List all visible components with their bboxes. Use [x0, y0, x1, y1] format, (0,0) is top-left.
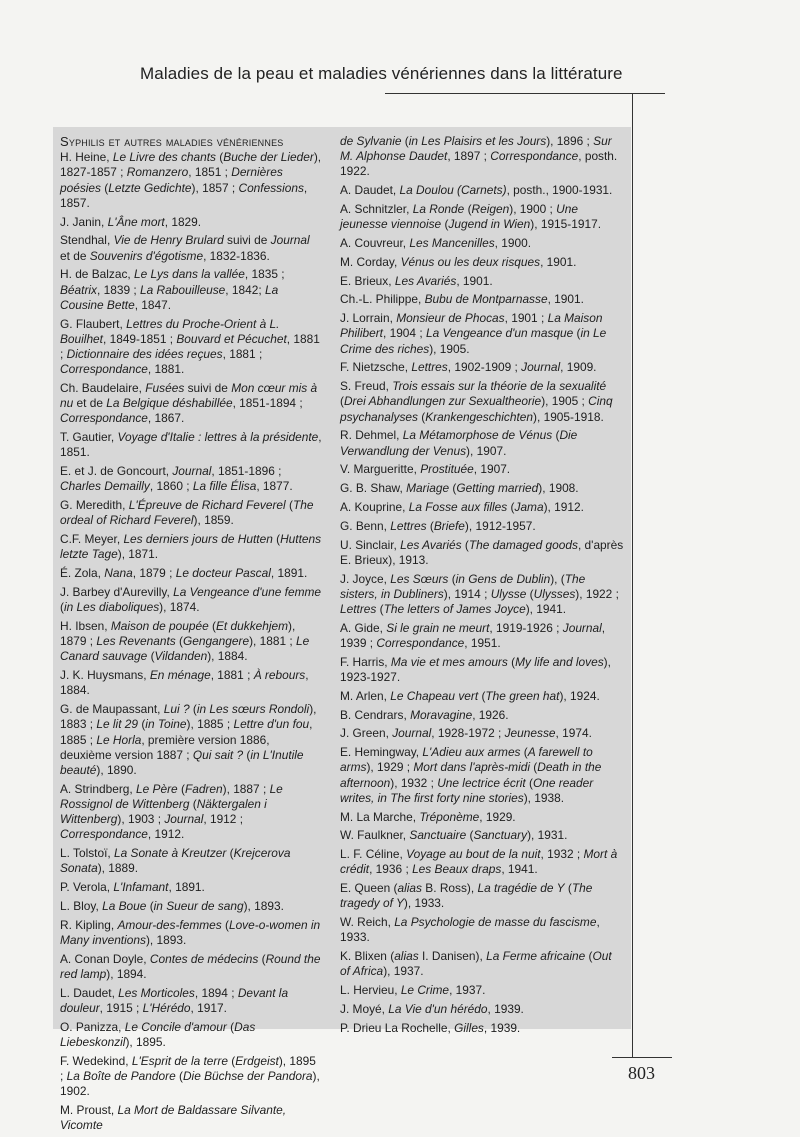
- bibliography-entry: L. Tolstoï, La Sonate à Kreutzer (Krejcerova Sonata), 1889.: [60, 846, 291, 876]
- bibliography-column-left: [60, 134, 322, 1137]
- bibliography-entry: U. Sinclair, Les Avariés (The damaged goods, d'après E. Brieux), 1913.: [340, 537, 624, 567]
- bibliography-entry: C.F. Meyer, Les derniers jours de Hutten (Huttens letzte Tage), 1871.: [60, 532, 322, 562]
- bibliography-entry: A. Conan Doyle, Contes de médecins (Round the red lamp), 1894.: [60, 951, 321, 982]
- bibliography-entry: T. Gautier, Voyage d'Italie : lettres à la présidente, 1851.: [60, 430, 322, 460]
- bibliography-entry: E. Queen (alias B. Ross), La tragédie de Y (The tragedy of Y), 1933.: [340, 881, 593, 911]
- running-header: Maladies de la peau et maladies vénériennes dans la littérature: [140, 64, 623, 83]
- bibliography-entry: J. K. Huysmans, En ménage, 1881 ; À rebours, 1884.: [60, 668, 309, 698]
- bibliography-entry: M. Corday, Vénus ou les deux risques, 1901.: [340, 254, 577, 269]
- bibliography-entry: A. Couvreur, Les Mancenilles, 1900.: [340, 236, 532, 250]
- bibliography-entry: A. Daudet, La Doulou (Carnets), posth., 1900-1931.: [340, 183, 613, 198]
- bibliography-entry: J. Green, Journal, 1928-1972 ; Jeunesse, 1974.: [340, 726, 592, 741]
- bibliography-entry: A. Gide, Si le grain ne meurt, 1919-1926 ; Journal, 1939 ; Correspondance, 1951.: [340, 620, 606, 650]
- bibliography-entry: E. Hemingway, L'Adieu aux armes (A farewell to arms), 1929 ; Mort dans l'après-midi (Death in the afternoon), 1932 ; Une lectrice écrit (One reader writes, in The first forty nine stories), 1938.: [340, 745, 602, 805]
- bibliography-entry: A. Kouprine, La Fosse aux filles (Jama), 1912.: [340, 499, 584, 514]
- bibliography-entry: J. Lorrain, Monsieur de Phocas, 1901 ; La Maison Philibert, 1904 ; La Vengeance d'un masque (in Le Crime des riches), 1905.: [340, 311, 607, 356]
- entry-list-left: [60, 150, 322, 1133]
- bibliography-column-right: [340, 134, 624, 1040]
- bibliography-entry: W. Faulkner, Sanctuaire (Sanctuary), 1931.: [340, 828, 568, 843]
- bibliography-entry: J. Moyé, La Vie d'un hérédo, 1939.: [340, 1001, 524, 1016]
- margin-rule: [632, 93, 633, 1058]
- bibliography-entry: F. Nietzsche, Lettres, 1902-1909 ; Journal, 1909.: [340, 360, 597, 375]
- bibliography-entry: H. de Balzac, Le Lys dans la vallée, 1835 ; Béatrix, 1839 ; La Rabouilleuse, 1842; La Cousine Bette, 1847.: [60, 267, 285, 312]
- bibliography-entry: E. Brieux, Les Avariés, 1901.: [340, 273, 493, 288]
- bibliography-entry: Ch.-L. Philippe, Bubu de Montparnasse, 1901.: [340, 292, 584, 307]
- bibliography-entry: F. Harris, Ma vie et mes amours (My life and loves), 1923-1927.: [340, 654, 611, 684]
- bibliography-entry: O. Panizza, Le Concile d'amour (Das Liebeskonzil), 1895.: [60, 1019, 256, 1050]
- page-number: 803: [628, 1063, 655, 1083]
- bibliography-entry: G. Flaubert, Lettres du Proche-Orient à L. Bouilhet, 1849-1851 ; Bouvard et Pécuchet, 1881 ; Dictionnaire des idées reçues, 1881 ; Correspondance, 1881.: [60, 316, 320, 377]
- bibliography-entry: M. La Marche, Tréponème, 1929.: [340, 809, 516, 824]
- bibliography-entry: G. B. Shaw, Mariage (Getting married), 1908.: [340, 481, 579, 496]
- bibliography-entry: F. Wedekind, L'Esprit de la terre (Erdgeist), 1895 ; La Boîte de Pandore (Die Büchse der Pandora), 1902.: [60, 1053, 320, 1099]
- bibliography-entry: W. Reich, La Psychologie de masse du fascisme, 1933.: [340, 915, 600, 945]
- bibliography-entry: H. Ibsen, Maison de poupée (Et dukkehjem), 1879 ; Les Revenants (Gengangere), 1881 ; Le Canard sauvage (Vildanden), 1884.: [60, 619, 310, 664]
- bibliography-entry: E. et J. de Goncourt, Journal, 1851-1896 ; Charles Demailly, 1860 ; La fille Élisa, 1877.: [60, 464, 293, 494]
- bibliography-entry: A. Strindberg, Le Père (Fadren), 1887 ; Le Rossignol de Wittenberg (Näktergalen i Wittenberg), 1903 ; Journal, 1912 ; Correspondance, 1912.: [60, 781, 283, 842]
- bibliography-entry: J. Barbey d'Aurevilly, La Vengeance d'une femme (in Les diaboliques), 1874.: [60, 585, 322, 615]
- bibliography-entry: B. Cendrars, Moravagine, 1926.: [340, 707, 509, 722]
- bibliography-entry: É. Zola, Nana, 1879 ; Le docteur Pascal, 1891.: [60, 566, 308, 581]
- bibliography-entry: Stendhal, Vie de Henry Brulard suivi de Journal et de Souvenirs d'égotisme, 1832-1836.: [60, 233, 310, 263]
- bibliography-entry: G. Benn, Lettres (Briefe), 1912-1957.: [340, 518, 536, 533]
- bibliography-entry: de Sylvanie (in Les Plaisirs et les Jours), 1896 ; Sur M. Alphonse Daudet, 1897 ; Correspondance, posth. 1922.: [340, 134, 618, 179]
- header-rule: [385, 93, 665, 94]
- bibliography-entry: L. Daudet, Les Morticoles, 1894 ; Devant la douleur, 1915 ; L'Hérédo, 1917.: [60, 985, 289, 1016]
- bibliography-entry: J. Joyce, Les Sœurs (in Gens de Dublin), (The sisters, in Dubliners), 1914 ; Ulysse (Ulysses), 1922 ; Lettres (The letters of James Joyce), 1941.: [340, 571, 619, 616]
- bibliography-entry: K. Blixen (alias I. Danisen), La Ferme africaine (Out of Africa), 1937.: [340, 949, 612, 979]
- bibliography-entry: A. Schnitzler, La Ronde (Reigen), 1900 ; Une jeunesse viennoise (Jugend in Wien), 1915-1917.: [340, 202, 601, 232]
- bibliography-entry: Ch. Baudelaire, Fusées suivi de Mon cœur mis à nu et de La Belgique déshabillée, 1851-1894 ; Correspondance, 1867.: [60, 381, 318, 426]
- bibliography-entry: G. Meredith, L'Épreuve de Richard Feverel (The ordeal of Richard Feverel), 1859.: [60, 498, 314, 528]
- bibliography-entry: R. Dehmel, La Métamorphose de Vénus (Die Verwandlung der Venus), 1907.: [340, 428, 578, 458]
- bibliography-entry: L. Bloy, La Boue (in Sueur de sang), 1893.: [60, 899, 284, 914]
- bibliography-entry: J. Janin, L'Âne mort, 1829.: [60, 214, 202, 229]
- bibliography-entry: R. Kipling, Amour-des-femmes (Love-o-women in Many inventions), 1893.: [60, 917, 321, 948]
- entry-list-right: [340, 134, 624, 1036]
- bibliography-entry: P. Drieu La Rochelle, Gilles, 1939.: [340, 1020, 521, 1035]
- bibliography-entry: P. Verola, L'Infamant, 1891.: [60, 880, 205, 895]
- bibliography-entry: H. Heine, Le Livre des chants (Buche der Lieder), 1827-1857 ; Romanzero, 1851 ; Dernières poésies (Letzte Gedichte), 1857 ; Confessions, 1857.: [60, 150, 322, 210]
- footer-rule: [612, 1057, 672, 1058]
- bibliography-entry: M. Proust, La Mort de Baldassare Silvante, Vicomte: [60, 1103, 287, 1133]
- bibliography-entry: V. Margueritte, Prostituée, 1907.: [340, 462, 511, 477]
- box-title: Syphilis et autres maladies vénériennes: [60, 134, 284, 149]
- bibliography-entry: M. Arlen, Le Chapeau vert (The green hat), 1924.: [340, 688, 600, 703]
- bibliography-entry: S. Freud, Trois essais sur la théorie de la sexualité (Drei Abhandlungen zur Sexualtheorie), 1905 ; Cinq psychanalyses (Krankengeschichten), 1905-1918.: [340, 379, 613, 424]
- bibliography-entry: L. Hervieu, Le Crime, 1937.: [340, 983, 486, 998]
- bibliography-entry: L. F. Céline, Voyage au bout de la nuit, 1932 ; Mort à crédit, 1936 ; Les Beaux draps, 1941.: [340, 847, 618, 877]
- bibliography-entry: G. de Maupassant, Lui ? (in Les sœurs Rondoli), 1883 ; Le lit 29 (in Toine), 1885 ; Lettre d'un fou, 1885 ; Le Horla, première version 1886, deuxième version 1887 ; Qui sait ? (in L'Inutile beauté), 1890.: [60, 702, 317, 778]
